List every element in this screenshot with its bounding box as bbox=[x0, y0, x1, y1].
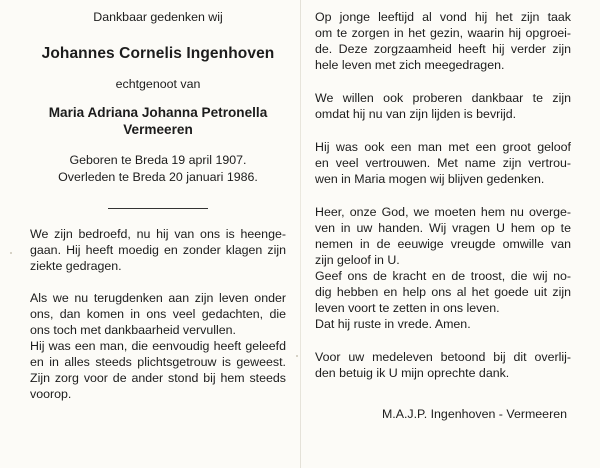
text-line: om te zorgen in het gezin, waarin hij opgroei- bbox=[315, 26, 571, 40]
text-line: en veel vertrouwen. Met name zijn vertrou- bbox=[315, 156, 571, 170]
right-paragraph-6 bbox=[315, 349, 571, 381]
left-paragraph-1 bbox=[30, 226, 286, 274]
text-line: Op jonge leeftijd al vond hij het zijn taak bbox=[315, 10, 571, 24]
text-line: We zijn bedroefd, nu hij van ons is heenge- bbox=[30, 227, 286, 241]
text-line: hele leven met zich meegedragen. bbox=[315, 58, 505, 72]
text-line: Voor uw medeleven betoond bij dit overlij- bbox=[315, 350, 571, 364]
right-paragraph-3 bbox=[315, 139, 571, 187]
left-page bbox=[30, 9, 286, 402]
text-line: Als we nu terugdenken aan zijn leven onder bbox=[30, 291, 286, 305]
paper-speck bbox=[10, 252, 12, 254]
life-dates bbox=[30, 152, 286, 186]
right-paragraph-5 bbox=[315, 268, 571, 332]
text-line: wen in Maria mogen wij blijven gedenken. bbox=[315, 172, 545, 186]
birth-line: Geboren te Breda 19 april 1907. bbox=[69, 153, 247, 167]
left-paragraph-2 bbox=[30, 290, 286, 338]
text-line: We willen ook proberen dankbaar te zijn bbox=[315, 91, 571, 105]
text-line: dig hebben en help ons al het goede uit zijn bbox=[315, 285, 571, 299]
divider-rule bbox=[108, 208, 208, 209]
text-line: Zijn zorg voor de ander stond bij hem steeds bbox=[30, 371, 286, 385]
right-paragraph-4 bbox=[315, 204, 571, 268]
spouse-name-line1: Maria Adriana Johanna Petronella bbox=[48, 105, 268, 120]
right-paragraph-1 bbox=[315, 9, 571, 73]
text-line: Dat hij ruste in vrede. Amen. bbox=[315, 317, 471, 331]
text-line: ons, dan komen in ons veel gedachten, die bbox=[30, 307, 286, 321]
text-line: de. Deze zorgzaamheid heeft hij verder zijn bbox=[315, 42, 571, 56]
text-line: zijn geloof in U. bbox=[315, 253, 400, 267]
spouse-label: echtgenoot van bbox=[115, 77, 201, 91]
left-paragraph-3 bbox=[30, 338, 286, 402]
text-line: voorop. bbox=[30, 387, 72, 401]
spouse-name bbox=[30, 104, 286, 138]
text-line: Hij was ook een man met een groot geloof bbox=[315, 140, 571, 154]
text-line: nemen in de eeuwige vreugde omwille van bbox=[315, 237, 571, 251]
death-line: Overleden te Breda 20 januari 1986. bbox=[58, 170, 258, 184]
spouse-name-line2: Vermeeren bbox=[123, 122, 193, 137]
text-line: ziekte gedragen. bbox=[30, 259, 122, 273]
text-line: Hij was een man, die eenvoudig heeft geleefd bbox=[30, 339, 286, 353]
right-page bbox=[315, 9, 571, 422]
signature: M.A.J.P. Ingenhoven - Vermeeren bbox=[381, 407, 567, 421]
text-line: Geef ons de kracht en de troost, die wij no- bbox=[315, 269, 571, 283]
deceased-name: Johannes Cornelis Ingenhoven bbox=[41, 45, 275, 62]
text-line: omdat hij nu van zijn lijden is bevrijd. bbox=[315, 107, 517, 121]
text-line: ven in uw handen. Wij vragen U hem op te bbox=[315, 221, 571, 235]
text-line: en in alles steeds plichtsgetrouw is geweest. bbox=[30, 355, 286, 369]
text-line: leven voort te zetten in ons leven. bbox=[315, 301, 500, 315]
right-paragraph-2 bbox=[315, 90, 571, 122]
intro-text: Dankbaar gedenken wij bbox=[93, 10, 223, 24]
card-fold bbox=[300, 0, 301, 468]
text-line: Heer, onze God, we moeten hem nu overge- bbox=[315, 205, 571, 219]
text-line: ons toch met dankbaarheid vervullen. bbox=[30, 323, 236, 337]
text-line: gaan. Hij heeft moedig en zonder klagen zijn bbox=[30, 243, 286, 257]
paper-speck bbox=[296, 355, 298, 357]
text-line: den betuig ik U mijn oprechte dank. bbox=[315, 366, 510, 380]
